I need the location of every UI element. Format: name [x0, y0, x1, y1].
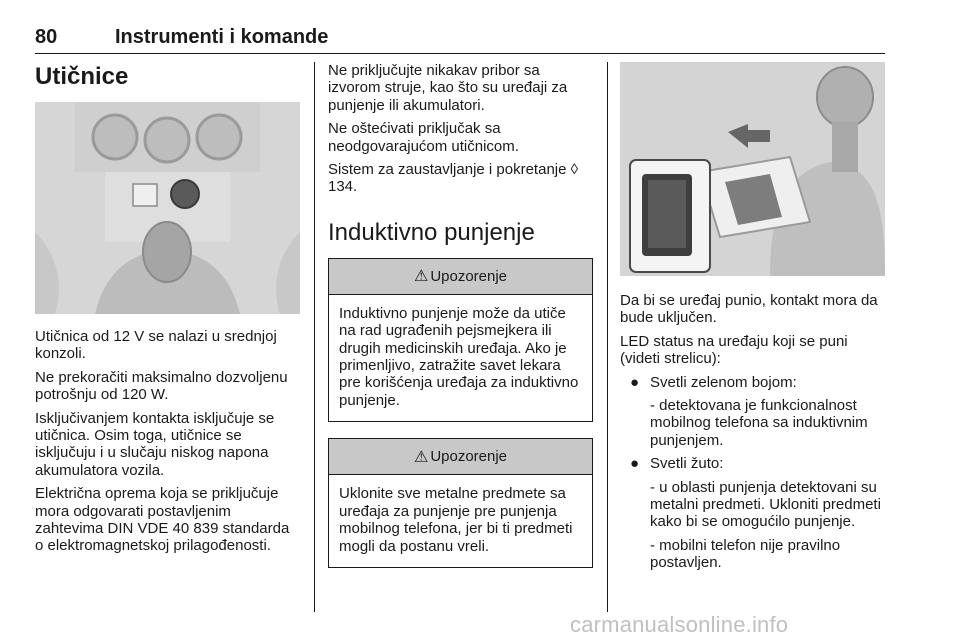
list-subitem: - u oblasti punjenja detektovani su metalni predmeti. Ukloniti predmeti kako bi se omogućilo punjenje.	[650, 478, 881, 531]
paragraph: Ne priključujte nikakav pribor sa izvorom struje, kao što su uređaji za punjenje ili akumulatori.	[328, 62, 568, 114]
inductive-charger-illustration	[620, 62, 885, 276]
warning-icon: ⚠	[413, 448, 429, 466]
warning-label: Upozorenje	[430, 267, 508, 285]
section-title-inductive: Induktivno punjenje	[328, 218, 535, 246]
warning-text: Induktivno punjenje može da utiče na rad ugrađenih pejsmejkera ili drugih medicinskih uređaja. Ako je primenljivo, zatražite savet lekara pre korišćenja uređaja za induktivno punjenje.	[339, 304, 579, 409]
bullet-label: Svetli žuto:	[650, 455, 724, 473]
list-subitem: - mobilni telefon nije pravilno postavljen.	[650, 536, 841, 572]
paragraph: Ne oštećivati priključak sa neodgovarajućom utičnicom.	[328, 120, 519, 155]
watermark: carmanualsonline.info	[570, 612, 789, 637]
column-inductive	[328, 62, 593, 578]
paragraph: Ne prekoračiti maksimalno dozvoljenu potrošnju od 120 W.	[35, 368, 288, 404]
paragraph: LED status na uređaju koji se puni (videti strelicu):	[620, 332, 848, 368]
paragraph: Isključivanjem kontakta isključuje se utičnica. Osim toga, utičnice se isključuju i u slučaju niskog napona akumulatora vozila.	[35, 409, 275, 479]
page-header	[35, 24, 885, 54]
bullet-label: Svetli zelenom bojom:	[650, 373, 797, 391]
warning-header	[329, 439, 592, 475]
page-number: 80	[35, 26, 58, 48]
paragraph: Da bi se uređaj punio, kontakt mora da bude uključen.	[620, 292, 878, 327]
column-divider	[607, 62, 608, 612]
list-subitem: - detektovana je funkcionalnost mobilnog telefona sa induktivnim punjenjem.	[650, 397, 868, 449]
column-divider	[314, 62, 315, 612]
bullet-icon: ●	[630, 373, 640, 391]
socket-photo	[35, 102, 300, 314]
paragraph: Sistem za zaustavljanje i pokretanje ◊ 134.	[328, 161, 579, 196]
list-item	[620, 455, 888, 472]
section-title-sockets: Utičnice	[35, 63, 129, 90]
warning-label: Upozorenje	[430, 448, 508, 466]
bullet-icon: ●	[630, 455, 640, 473]
warning-text: Uklonite sve metalne predmete sa uređaja za punjenje pre punjenja mobilnog telefona, jer bi ti predmeti mogli da postanu vreli.	[339, 485, 573, 555]
column-charging-status	[620, 62, 888, 578]
warning-icon: ⚠	[413, 268, 429, 286]
console-socket-illustration	[35, 102, 300, 314]
paragraph: Električna oprema koja se priključuje mora odgovarati postavljenim zahtevima DIN VDE 40 839 standarda o elektromagnetskoj prilagođenosti.	[35, 485, 290, 555]
warning-box	[328, 438, 593, 568]
warning-header	[329, 259, 592, 295]
list-item	[620, 374, 888, 391]
paragraph: Utičnica od 12 V se nalazi u srednjoj konzoli.	[35, 328, 277, 363]
column-sockets	[35, 62, 300, 561]
charger-photo	[620, 62, 885, 276]
chapter-title: Instrumenti i komande	[115, 26, 329, 48]
warning-box	[328, 258, 593, 422]
